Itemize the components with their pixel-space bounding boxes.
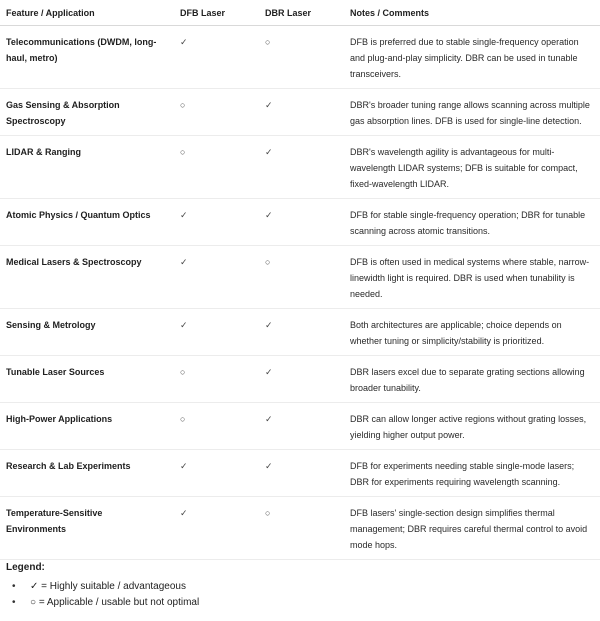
notes-cell: DFB is preferred due to stable single-frequency operation and plug-and-play simplicity. DBR can be used in tunable transceivers. xyxy=(344,26,600,89)
feature-cell: Atomic Physics / Quantum Optics xyxy=(0,199,174,246)
dbr-cell: ○ xyxy=(259,26,344,89)
header-dfb: DFB Laser xyxy=(174,0,259,26)
header-dbr: DBR Laser xyxy=(259,0,344,26)
notes-cell: Both architectures are applicable; choice depends on whether tuning or simplicity/stability is prioritized. xyxy=(344,309,600,356)
feature-cell: LIDAR & Ranging xyxy=(0,136,174,199)
table-row xyxy=(0,26,600,89)
feature-cell: Research & Lab Experiments xyxy=(0,450,174,497)
notes-cell: DFB for stable single-frequency operation; DBR for tunable scanning across atomic transitions. xyxy=(344,199,600,246)
table-row xyxy=(0,309,600,356)
dbr-cell: ✓ xyxy=(259,356,344,403)
legend xyxy=(6,562,199,611)
notes-cell: DBR's broader tuning range allows scanning across multiple gas absorption lines. DFB is used for single-line detection. xyxy=(344,89,600,136)
table-row xyxy=(0,246,600,309)
dbr-cell: ✓ xyxy=(259,89,344,136)
table-row xyxy=(0,450,600,497)
dbr-cell: ✓ xyxy=(259,309,344,356)
dbr-cell: ✓ xyxy=(259,199,344,246)
dfb-cell: ○ xyxy=(174,136,259,199)
legend-item-check: • ✓ = Highly suitable / advantageous xyxy=(12,579,199,595)
table-row xyxy=(0,199,600,246)
dfb-cell: ○ xyxy=(174,403,259,450)
table-row xyxy=(0,403,600,450)
dfb-cell: ○ xyxy=(174,89,259,136)
feature-cell: Gas Sensing & Absorption Spectroscopy xyxy=(0,89,174,136)
notes-cell: DBR can allow longer active regions without grating losses, yielding higher output power. xyxy=(344,403,600,450)
dfb-cell: ✓ xyxy=(174,199,259,246)
legend-item-circle: • ○ = Applicable / usable but not optimal xyxy=(12,595,199,611)
feature-cell: Telecommunications (DWDM, long-haul, metro) xyxy=(0,26,174,89)
dbr-cell: ✓ xyxy=(259,136,344,199)
dbr-cell: ✓ xyxy=(259,403,344,450)
table-row xyxy=(0,89,600,136)
notes-cell: DFB for experiments needing stable single-mode lasers; DBR for experiments requiring wavelength scanning. xyxy=(344,450,600,497)
dfb-cell: ✓ xyxy=(174,497,259,560)
legend-title: Legend: xyxy=(6,562,45,573)
feature-cell: Medical Lasers & Spectroscopy xyxy=(0,246,174,309)
feature-cell: Tunable Laser Sources xyxy=(0,356,174,403)
notes-cell: DFB lasers' single-section design simplifies thermal management; DBR requires careful thermal control to avoid mode hops. xyxy=(344,497,600,560)
dbr-cell: ✓ xyxy=(259,450,344,497)
dfb-cell: ○ xyxy=(174,356,259,403)
dbr-cell: ○ xyxy=(259,246,344,309)
header-notes: Notes / Comments xyxy=(344,0,600,26)
table-row xyxy=(0,356,600,403)
notes-cell: DFB is often used in medical systems where stable, narrow-linewidth light is required. DBR is used when tunability is needed. xyxy=(344,246,600,309)
table-row xyxy=(0,497,600,560)
dfb-cell: ✓ xyxy=(174,450,259,497)
dfb-cell: ✓ xyxy=(174,246,259,309)
notes-cell: DBR lasers excel due to separate grating sections allowing broader tunability. xyxy=(344,356,600,403)
feature-cell: Sensing & Metrology xyxy=(0,309,174,356)
header-feature: Feature / Application xyxy=(0,0,174,26)
dfb-cell: ✓ xyxy=(174,309,259,356)
dfb-cell: ✓ xyxy=(174,26,259,89)
table-header-row xyxy=(0,0,600,26)
notes-cell: DBR's wavelength agility is advantageous for multi-wavelength LIDAR systems; DFB is suitable for compact, fixed-wavelength LIDAR. xyxy=(344,136,600,199)
feature-cell: High-Power Applications xyxy=(0,403,174,450)
feature-cell: Temperature-Sensitive Environments xyxy=(0,497,174,560)
table-row xyxy=(0,136,600,199)
dbr-cell: ○ xyxy=(259,497,344,560)
